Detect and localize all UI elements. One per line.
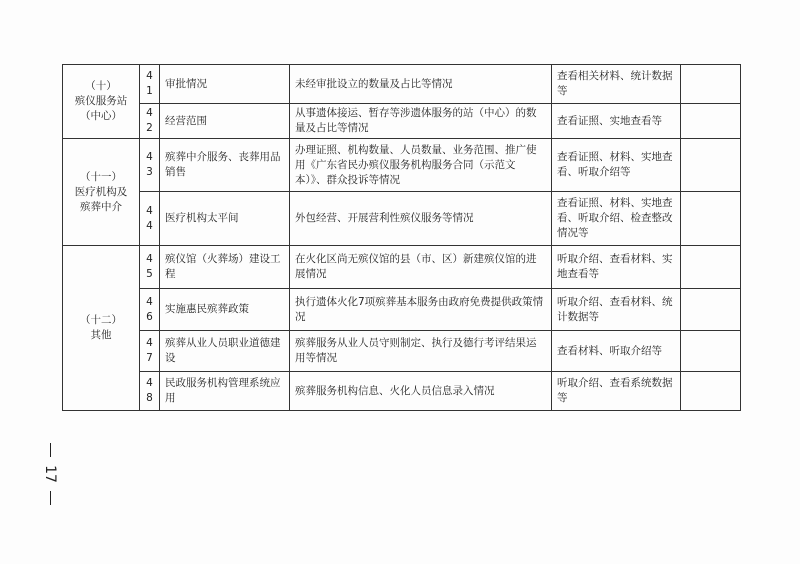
category-label: （十一） 医疗机构及 殡葬中介	[74, 170, 128, 213]
item-content: 办理证照、机构数量、人员数量、业务范围、推广使用《广东省民办殡仪服务机构服务合同（示范文本）》、群众投诉等情况	[290, 139, 552, 192]
item-content: 外包经营、开展营利性殡仪服务等情况	[290, 192, 552, 246]
item-number: 45	[140, 246, 160, 289]
item-note	[681, 65, 741, 104]
table-row	[63, 331, 741, 372]
item-method: 查看证照、材料、实地查看、听取介绍等	[552, 139, 681, 192]
item-content: 执行遗体火化7项殡葬基本服务由政府免费提供政策情况	[290, 289, 552, 331]
item-method: 查看材料、听取介绍等	[552, 331, 681, 372]
item-note	[681, 331, 741, 372]
category-cell	[63, 139, 140, 246]
table-row	[63, 65, 741, 104]
inspection-table	[62, 64, 741, 411]
table-row	[63, 104, 741, 139]
category-label: （十二） 其他	[80, 314, 122, 341]
item-method: 听取介绍、查看材料、实地查看等	[552, 246, 681, 289]
item-note	[681, 139, 741, 192]
page-number-dash-top	[50, 443, 51, 457]
item-name: 殡葬中介服务、丧葬用品销售	[160, 139, 290, 192]
item-name: 殡葬从业人员职业道德建设	[160, 331, 290, 372]
item-method: 听取介绍、查看材料、统计数据等	[552, 289, 681, 331]
item-number: 41	[140, 65, 160, 104]
item-content: 殡葬服务从业人员守则制定、执行及德行考评结果运用等情况	[290, 331, 552, 372]
item-content: 未经审批设立的数量及占比等情况	[290, 65, 552, 104]
table-row	[63, 289, 741, 331]
page-number	[40, 440, 60, 508]
item-name: 实施惠民殡葬政策	[160, 289, 290, 331]
item-method: 查看证照、实地查看等	[552, 104, 681, 139]
item-content: 殡葬服务机构信息、火化人员信息录入情况	[290, 372, 552, 411]
item-number: 42	[140, 104, 160, 139]
page-number-dash-bottom	[50, 491, 51, 505]
item-name: 殡仪馆（火葬场）建设工程	[160, 246, 290, 289]
item-note	[681, 104, 741, 139]
item-number: 48	[140, 372, 160, 411]
category-cell	[63, 65, 140, 139]
page-number-value: 17	[41, 465, 58, 483]
item-note	[681, 192, 741, 246]
item-name: 审批情况	[160, 65, 290, 104]
item-content: 从事遗体接运、暂存等涉遗体服务的站（中心）的数量及占比等情况	[290, 104, 552, 139]
item-name: 经营范围	[160, 104, 290, 139]
item-note	[681, 289, 741, 331]
item-method: 查看相关材料、统计数据等	[552, 65, 681, 104]
item-number: 47	[140, 331, 160, 372]
category-label: （十） 殡仪服务站 （中心）	[74, 80, 128, 122]
table-row	[63, 139, 741, 192]
item-number: 46	[140, 289, 160, 331]
table-row	[63, 372, 741, 411]
item-number: 43	[140, 139, 160, 192]
item-name: 民政服务机构管理系统应用	[160, 372, 290, 411]
item-method: 查看证照、材料、实地查看、听取介绍、检查整改情况等	[552, 192, 681, 246]
table-row	[63, 246, 741, 289]
table-row	[63, 192, 741, 246]
item-note	[681, 372, 741, 411]
item-method: 听取介绍、查看系统数据等	[552, 372, 681, 411]
item-number: 44	[140, 192, 160, 246]
item-name: 医疗机构太平间	[160, 192, 290, 246]
category-cell	[63, 246, 140, 411]
item-note	[681, 246, 741, 289]
item-content: 在火化区尚无殡仪馆的县（市、区）新建殡仪馆的进展情况	[290, 246, 552, 289]
